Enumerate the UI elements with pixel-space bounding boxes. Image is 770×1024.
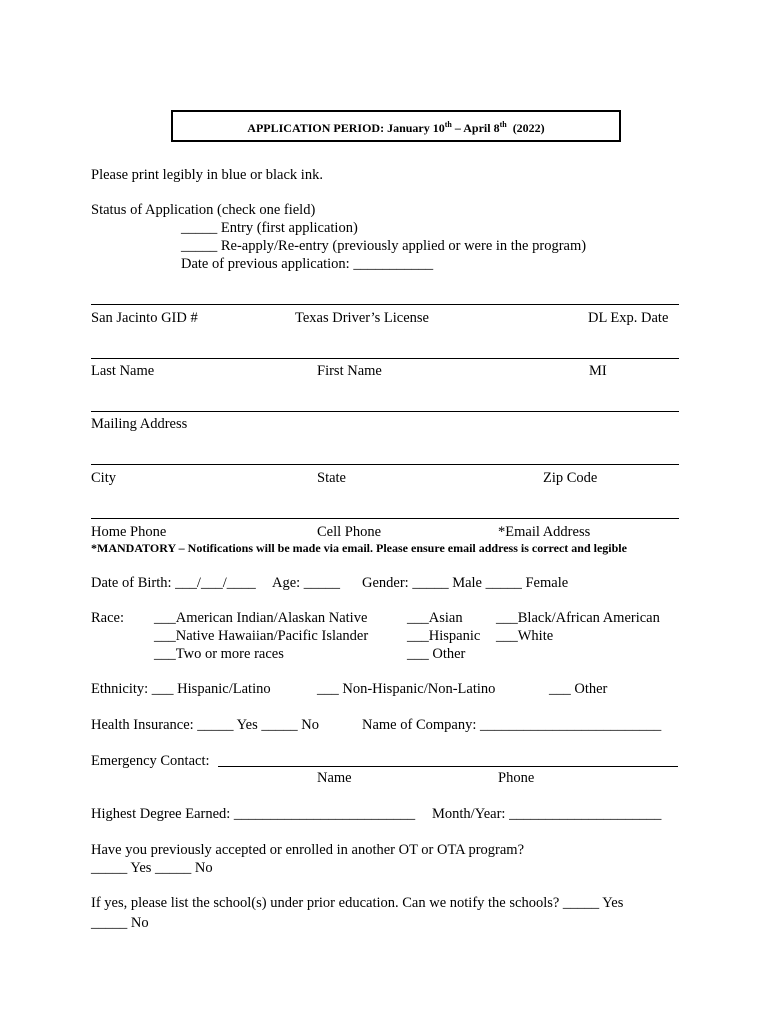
ethnicity-non-hispanic-option[interactable]: ___ Non-Hispanic/Non-Latino [317, 681, 496, 697]
health-insurance-field[interactable]: Health Insurance: _____ Yes _____ No [91, 717, 319, 733]
email-address-label: *Email Address [498, 524, 591, 540]
middle-initial-label: MI [589, 363, 607, 379]
city-label: City [91, 470, 116, 486]
mailing-address-label: Mailing Address [91, 416, 188, 432]
race-option-native-hawaiian[interactable]: ___Native Hawaiian/Pacific Islander [154, 628, 369, 644]
gender-field[interactable]: Gender: _____ Male _____ Female [362, 575, 569, 591]
race-option-american-indian[interactable]: ___American Indian/Alaskan Native [154, 610, 368, 626]
prior-program-answer[interactable]: _____ Yes _____ No [91, 860, 213, 876]
race-label: Race: [91, 610, 125, 626]
application-period-box [171, 110, 621, 142]
age-field[interactable]: Age: _____ [272, 575, 341, 591]
mandatory-email-notice: *MANDATORY – Notifications will be made via email. Please ensure email address is correct and legible [91, 541, 627, 555]
home-phone-label: Home Phone [91, 524, 167, 540]
highest-degree-field[interactable]: Highest Degree Earned: _________________________ [91, 806, 416, 822]
cell-phone-label: Cell Phone [317, 524, 382, 540]
last-name-label: Last Name [91, 363, 155, 379]
race-option-hispanic[interactable]: ___Hispanic [407, 628, 481, 644]
name-input-line[interactable] [91, 358, 679, 359]
notify-schools-no-option[interactable]: _____ No [91, 915, 149, 931]
insurance-company-field[interactable]: Name of Company: _________________________ [362, 717, 662, 733]
race-option-asian[interactable]: ___Asian [407, 610, 463, 626]
ethnicity-hispanic-option[interactable]: Ethnicity: ___ Hispanic/Latino [91, 681, 271, 697]
zip-code-label: Zip Code [543, 470, 598, 486]
prior-program-question: Have you previously accepted or enrolled in another OT or OTA program? [91, 842, 525, 858]
emergency-contact-label: Emergency Contact: [91, 753, 210, 769]
state-label: State [317, 470, 346, 486]
degree-month-year-field[interactable]: Month/Year: _____________________ [432, 806, 662, 822]
first-name-label: First Name [317, 363, 382, 379]
race-option-other[interactable]: ___ Other [407, 646, 466, 662]
emergency-phone-label: Phone [498, 770, 535, 786]
previous-application-date-field[interactable]: Date of previous application: ___________ [181, 256, 434, 272]
emergency-contact-input-line[interactable] [218, 766, 678, 767]
instructions-text: Please print legibly in blue or black ink. [91, 167, 323, 183]
date-of-birth-field[interactable]: Date of Birth: ___/___/____ [91, 575, 256, 591]
race-option-black[interactable]: ___Black/African American [496, 610, 660, 626]
mailing-address-input-line[interactable] [91, 411, 679, 412]
gid-input-line[interactable] [91, 304, 679, 305]
emergency-name-label: Name [317, 770, 352, 786]
application-period-title: APPLICATION PERIOD: January 10th – April 8th (2022) [247, 120, 545, 135]
gid-label: San Jacinto GID # [91, 310, 198, 326]
phone-email-input-line[interactable] [91, 518, 679, 519]
notify-schools-question[interactable]: If yes, please list the school(s) under prior education. Can we notify the schools? _____ Yes [91, 895, 624, 911]
race-option-white[interactable]: ___White [496, 628, 554, 644]
status-reapply-option[interactable]: _____ Re-apply/Re-entry (previously applied or were in the program) [181, 238, 587, 254]
status-entry-option[interactable]: _____ Entry (first application) [181, 220, 358, 236]
ethnicity-other-option[interactable]: ___ Other [549, 681, 608, 697]
drivers-license-label: Texas Driver’s License [295, 310, 429, 326]
dl-exp-date-label: DL Exp. Date [588, 310, 669, 326]
race-option-two-or-more[interactable]: ___Two or more races [154, 646, 284, 662]
status-label: Status of Application (check one field) [91, 202, 316, 218]
city-state-zip-input-line[interactable] [91, 464, 679, 465]
